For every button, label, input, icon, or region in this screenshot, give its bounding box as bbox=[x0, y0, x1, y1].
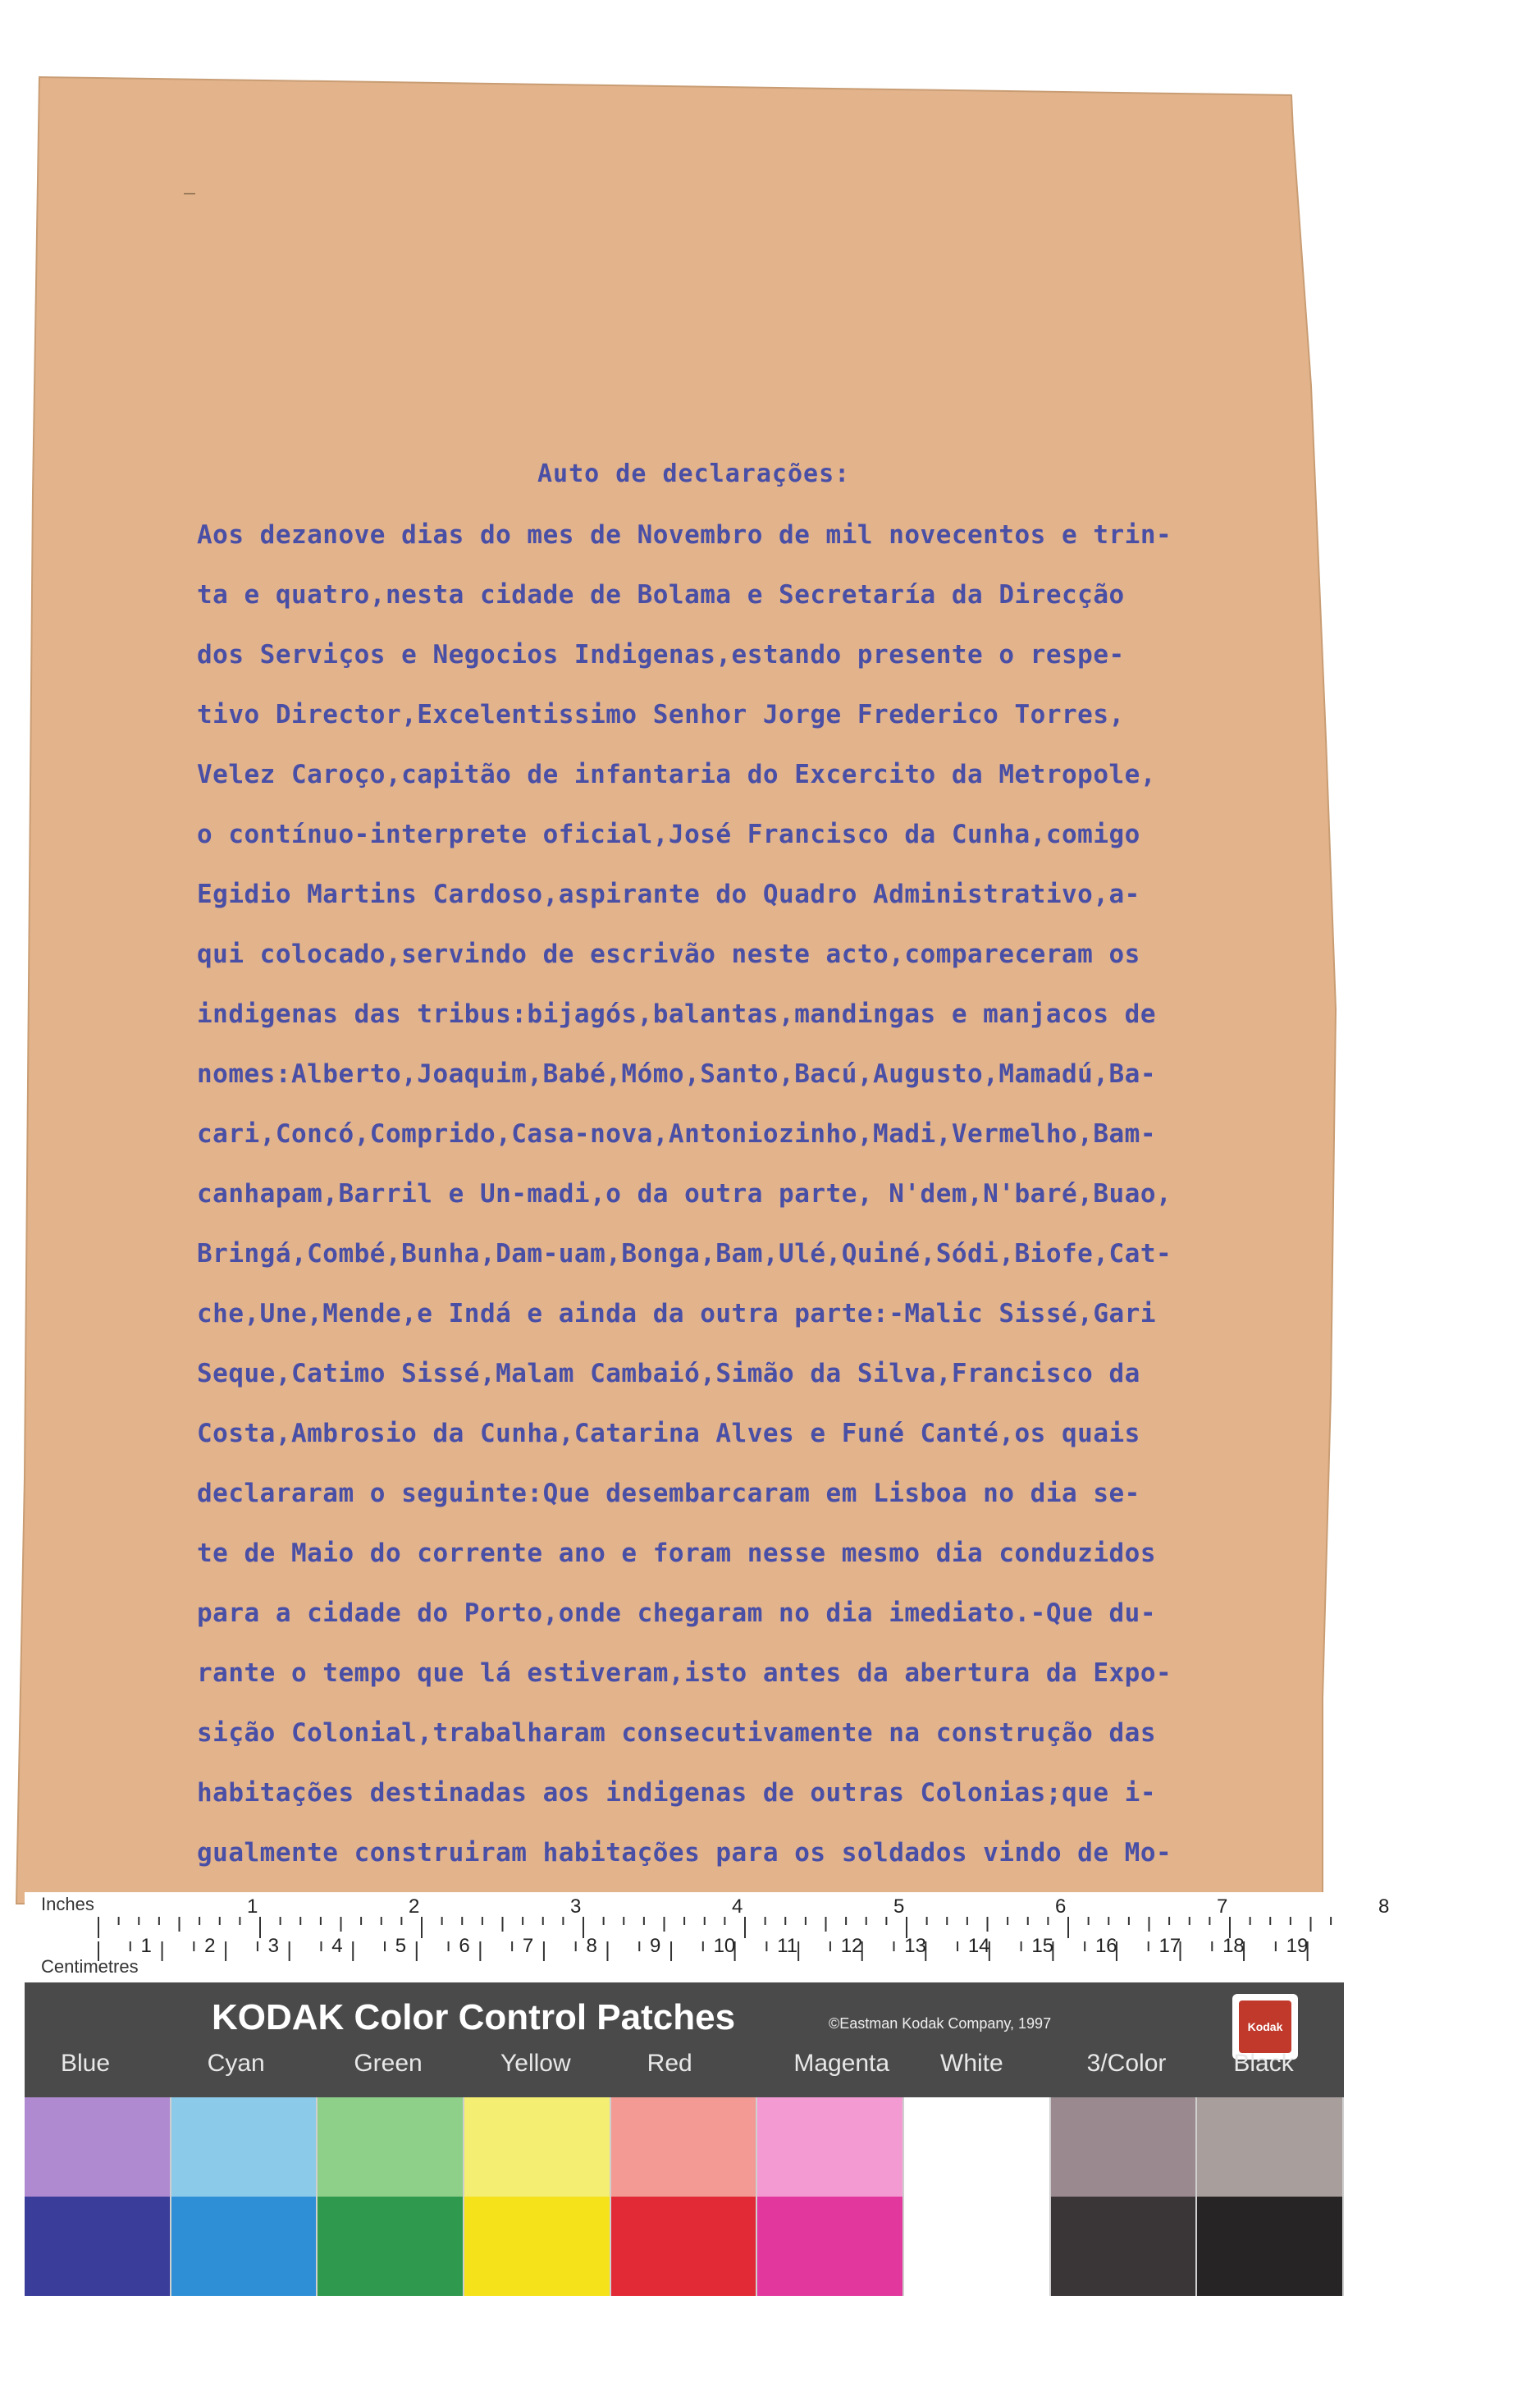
cm-number: 14 bbox=[967, 1935, 990, 1957]
cm-number: 6 bbox=[459, 1935, 470, 1957]
inch-number: 5 bbox=[893, 1895, 905, 1918]
color-patch-top bbox=[25, 2097, 170, 2197]
color-patch-top bbox=[611, 2097, 756, 2197]
document-line: gualmente construiram habitações para os soldados vindo de Mo- bbox=[197, 1838, 1172, 1868]
cm-number: 16 bbox=[1094, 1935, 1117, 1957]
color-patch-bottom bbox=[318, 2197, 463, 2296]
document-line: rante o tempo que lá estiveram,isto antes da abertura da Expo- bbox=[197, 1658, 1172, 1688]
kodak-color-target bbox=[25, 1892, 1390, 2296]
color-patch-top bbox=[757, 2097, 903, 2197]
cm-number: 17 bbox=[1158, 1935, 1181, 1957]
cm-number: 19 bbox=[1286, 1935, 1309, 1957]
color-patch-top bbox=[904, 2097, 1049, 2197]
paper-shape bbox=[16, 77, 1336, 1904]
document-line: ta e quatro,nesta cidade de Bolama e Secretaría da Direcção bbox=[197, 580, 1125, 610]
document-line: nomes:Alberto,Joaquim,Babé,Mómo,Santo,Bacú,Augusto,Mamadú,Ba- bbox=[197, 1059, 1156, 1089]
color-patch-bottom bbox=[904, 2197, 1049, 2296]
document-line: te de Maio do corrente ano e foram nesse mesmo dia conduzidos bbox=[197, 1539, 1156, 1568]
document-line: o contínuo-interprete oficial,José Francisco da Cunha,comigo bbox=[197, 820, 1140, 849]
inch-number: 3 bbox=[570, 1895, 582, 1918]
color-patch-bottom bbox=[757, 2197, 903, 2296]
kodak-copyright: ©Eastman Kodak Company, 1997 bbox=[829, 2015, 1052, 2032]
kodak-logo-text: Kodak bbox=[1239, 2000, 1291, 2053]
inch-number: 4 bbox=[732, 1895, 743, 1918]
document-line: para a cidade do Porto,onde chegaram no dia imediato.-Que du- bbox=[197, 1598, 1156, 1628]
color-patch-bottom bbox=[1051, 2197, 1196, 2296]
cm-number: 13 bbox=[904, 1935, 926, 1957]
cm-number: 8 bbox=[586, 1935, 597, 1957]
document-line: indigenas das tribus:bijagós,balantas,mandingas e manjacos de bbox=[197, 999, 1156, 1029]
color-patch-top bbox=[318, 2097, 463, 2197]
patch-label: Blue bbox=[61, 2050, 111, 2077]
color-patch-top bbox=[464, 2097, 610, 2197]
inch-number: 1 bbox=[247, 1895, 258, 1918]
cm-number: 4 bbox=[331, 1935, 343, 1957]
inches-label: Inches bbox=[41, 1894, 94, 1914]
document-line: Egidio Martins Cardoso,aspirante do Quadro Administrativo,a- bbox=[197, 880, 1140, 909]
document-line: Velez Caroço,capitão de infantaria do Excercito da Metropole, bbox=[197, 760, 1156, 789]
document-line: che,Une,Mende,e Indá e ainda da outra parte:-Malic Sissé,Gari bbox=[197, 1299, 1156, 1328]
color-patch-bottom bbox=[611, 2197, 756, 2296]
patch-label: 3/Color bbox=[1086, 2050, 1167, 2077]
cm-number: 9 bbox=[650, 1935, 661, 1957]
document-line: Seque,Catimo Sissé,Malam Cambaió,Simão da Silva,Francisco da bbox=[197, 1359, 1140, 1388]
document-line: tivo Director,Excelentissimo Senhor Jorge Frederico Torres, bbox=[197, 700, 1125, 729]
color-patch-bottom bbox=[1197, 2197, 1342, 2296]
document-line: declararam o seguinte:Que desembarcaram em Lisboa no dia se- bbox=[197, 1479, 1140, 1508]
cm-number: 11 bbox=[777, 1935, 798, 1957]
color-patch-top bbox=[1197, 2097, 1342, 2197]
kodak-title: KODAK Color Control Patches bbox=[212, 1997, 736, 2037]
inch-number: 7 bbox=[1217, 1895, 1228, 1918]
cm-number: 15 bbox=[1031, 1935, 1054, 1957]
measurement-ruler bbox=[25, 1892, 1390, 1984]
patch-label: Black bbox=[1233, 2050, 1294, 2077]
cm-number: 10 bbox=[713, 1935, 736, 1957]
document-line: dos Serviços e Negocios Indigenas,estando presente o respe- bbox=[197, 640, 1125, 670]
patch-label: White bbox=[940, 2050, 1003, 2077]
document-line: habitações destinadas aos indigenas de outras Colonias;que i- bbox=[197, 1778, 1156, 1808]
patch-label: Green bbox=[354, 2050, 423, 2077]
cm-number: 2 bbox=[204, 1935, 216, 1957]
patch-label: Red bbox=[647, 2050, 692, 2077]
document-line: canhapam,Barril e Un-madi,o da outra parte, N'dem,N'baré,Buao, bbox=[197, 1179, 1172, 1209]
kodak-header-band bbox=[25, 1982, 1344, 2097]
cm-number: 1 bbox=[140, 1935, 152, 1957]
color-patch-bottom bbox=[171, 2197, 317, 2296]
document-line: Costa,Ambrosio da Cunha,Catarina Alves e Funé Canté,os quais bbox=[197, 1419, 1140, 1448]
ruler-ticks bbox=[25, 1892, 1344, 1982]
inch-number: 2 bbox=[409, 1895, 420, 1918]
document-title: Auto de declarações: bbox=[537, 460, 851, 488]
cm-number: 7 bbox=[522, 1935, 534, 1957]
color-patch-top bbox=[1051, 2097, 1196, 2197]
patch-label: Magenta bbox=[793, 2050, 890, 2077]
document-line: Aos dezanove dias do mes de Novembro de mil novecentos e trin- bbox=[197, 520, 1172, 550]
document-line: cari,Concó,Comprido,Casa-nova,Antoniozinho,Madi,Vermelho,Bam- bbox=[197, 1119, 1156, 1149]
color-patch-bottom bbox=[464, 2197, 610, 2296]
patch-label: Cyan bbox=[207, 2050, 265, 2077]
color-patch-bottom bbox=[25, 2197, 170, 2296]
document-line: qui colocado,servindo de escrivão neste acto,compareceram os bbox=[197, 940, 1140, 969]
document-line: sição Colonial,trabalharam consecutivamente na construção das bbox=[197, 1718, 1156, 1748]
patch-label: Yellow bbox=[500, 2050, 571, 2077]
cm-number: 18 bbox=[1222, 1935, 1245, 1957]
document-line: Bringá,Combé,Bunha,Dam-uam,Bonga,Bam,Ulé,Quiné,Sódi,Biofe,Cat- bbox=[197, 1239, 1172, 1269]
cm-number: 12 bbox=[840, 1935, 863, 1957]
cm-number: 5 bbox=[395, 1935, 407, 1957]
inch-number: 6 bbox=[1055, 1895, 1067, 1918]
color-patch-top bbox=[171, 2097, 317, 2197]
inch-number: 8 bbox=[1378, 1895, 1390, 1918]
centimetres-label: Centimetres bbox=[41, 1956, 139, 1977]
cm-number: 3 bbox=[267, 1935, 280, 1957]
